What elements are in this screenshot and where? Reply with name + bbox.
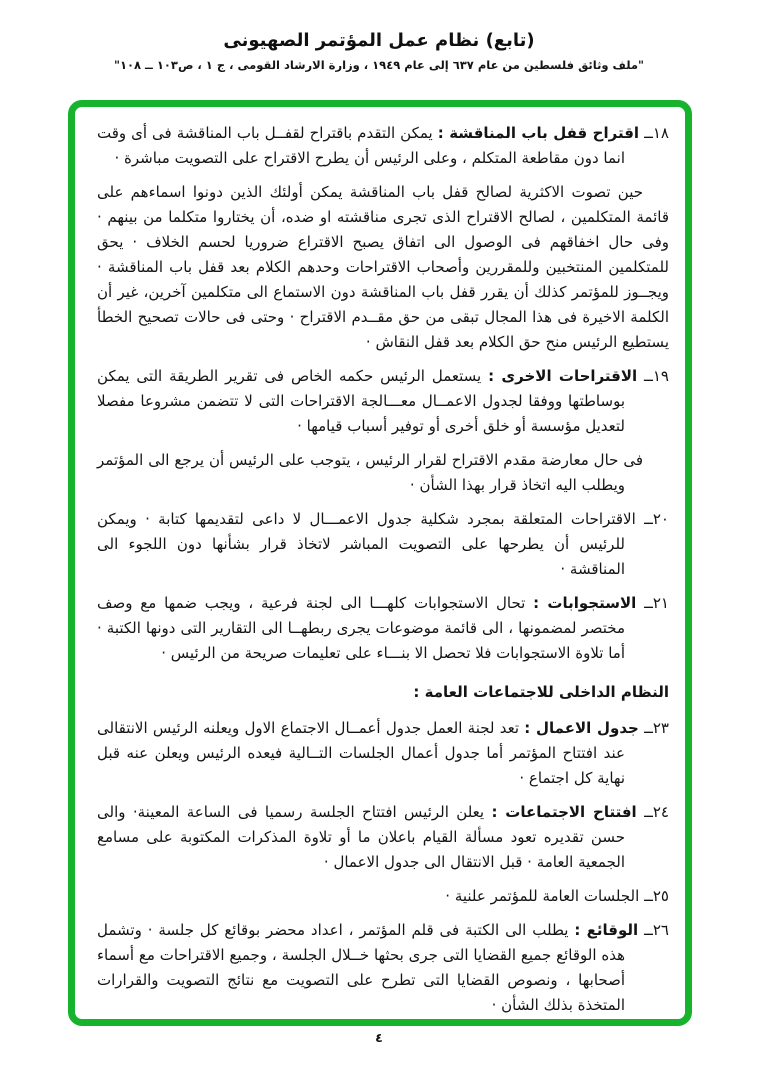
clause-23 [97, 716, 669, 791]
page-number: ٤ [375, 1030, 383, 1045]
clause-number: ٢٠ــ [644, 510, 669, 528]
clause-number: ٢٥ــ [644, 887, 669, 905]
clause-number: ١٩ــ [644, 367, 669, 385]
paragraph-text: حين تصوت الاكثرية لصالح قفل باب المناقشة يمكن أولئك الذين دونوا اسماءهم على قائمة المتكلمين ، لصالح الاقتراح الذى تجرى مناقشته او ضده، أن يختاروا متكلما من بينهم · وفى حال اخفاقهم فى الوصول الى اتفاق يصبح الاقتراع ضروريا لحسم الخلاف · يحق للمتكلمين المنتخبين وللمقررين وأصحاب الاقتراحات وحدهم الكلام بعد قفل باب المناقشة · ويجــوز للمؤتمر كذلك أن يقرر قفل باب المناقشة دون الاستماع الى متكلمين آخرين، غير أن الكلمة الاخيرة فى هذا المجال تبقى من حق مقــدم الاقتراح · وحتى فى حالات تصحيح الخطأ يستطيع الرئيس منح حق الكلام بعد قفل النقاش · [97, 183, 669, 351]
clause-number: ٢٦ــ [644, 921, 669, 939]
clause-18 [97, 121, 669, 171]
green-highlight-frame [68, 100, 692, 1026]
clause-25 [97, 884, 669, 909]
clause-text: يستعمل الرئيس حكمه الخاص فى تقرير الطريقة التى يمكن بوساطتها ووفقا لجدول الاعمــال معـــالجة الاقتراحات التى لا تتضمن مشروعا مفصلا لتعديل مؤسسة أو خلق أخرى أو توفير أسباب قيامها · [97, 367, 625, 435]
clause-term: اقتراح قفل باب المناقشة : [437, 124, 640, 142]
clause-text: يمكن التقدم باقتراح لقفــل باب المناقشة فى أى وقت انما دون مقاطعة المتكلم ، وعلى الرئيس أن يطرح الاقتراح على التصويت مباشرة · [97, 124, 625, 167]
clause-24 [97, 800, 669, 875]
clause-term: جدول الاعمال : [524, 719, 639, 737]
document-body [75, 107, 685, 1018]
paragraph-continuation [97, 180, 669, 355]
clause-text: الجلسات العامة للمؤتمر علنية · [445, 887, 640, 905]
clause-text: تعد لجنة العمل جدول أعمــال الاجتماع الاول ويعلنه الرئيس الانتقالى عند افتتاح المؤتمر أما جدول أعمال الجلسات التــالية فيعده الرئيس ويعلن عنه قبل نهاية كل اجتماع · [97, 719, 625, 787]
section-heading-internal-rules: النظام الداخلى للاجتماعات العامة : [413, 683, 669, 701]
clause-number: ٢٣ــ [644, 719, 669, 737]
paragraph-continuation [97, 448, 669, 498]
clause-number: ١٨ــ [644, 124, 669, 142]
clause-term: الوقائع : [574, 921, 639, 939]
document-source-citation: "ملف وثائق فلسطين من عام ٦٣٧ إلى عام ١٩٤٩ ، وزارة الارشاد القومى ، ج ١ ، ص١٠٣ ــ ١٠٨" [113, 58, 645, 72]
clause-number: ٢١ــ [644, 594, 669, 612]
clause-21 [97, 591, 669, 666]
clause-term: الاقتراحات الاخرى : [488, 367, 638, 385]
clause-term: الاستجوابات : [533, 594, 637, 612]
clause-text: الاقتراحات المتعلقة بمجرد شكلية جدول الاعمـــال لا داعى لتقديمها كتابة · ويمكن للرئيس أن يطرحها على التصويت المباشر لاتخاذ قرار بشأنها دون اللجوء الى المناقشة · [97, 510, 636, 578]
clause-number: ٢٤ــ [644, 803, 669, 821]
clause-text: يطلب الى الكتبة فى قلم المؤتمر ، اعداد محضر بوقائع كل جلسة · وتشمل هذه الوقائع جميع القضايا التى جرى بحثها خــلال الجلسة ، وجميع الاقتراحات مع أسماء أصحابها ، ونصوص القضايا التى تطرح على التصويت مع نتائج التصويت والقرارات المتخذة بذلك الشأن · [97, 921, 625, 1014]
document-header [0, 30, 758, 72]
clause-term: افتتاح الاجتماعات : [491, 803, 637, 821]
paragraph-text: فى حال معارضة مقدم الاقتراح لقرار الرئيس ، يتوجب على الرئيس أن يرجع الى المؤتمر ويطلب اليه اتخاذ قرار بهذا الشأن · [97, 451, 643, 494]
document-title: (تابع) نظام عمل المؤتمر الصهيونى [223, 30, 535, 51]
clause-text: تحال الاستجوابات كلهـــا الى لجنة فرعية ، ويجب ضمها مع وصف مختصر لمضمونها ، الى قائمة موضوعات يجرى ربطهــا الى التقارير التى دونها الكتبة · أما تلاوة الاستجوابات فلا تحصل الا بنـــاء على تعليمات صريحة من الرئيس · [97, 594, 625, 662]
clause-20 [97, 507, 669, 582]
clause-19 [97, 364, 669, 439]
clause-26 [97, 918, 669, 1018]
clause-text: يعلن الرئيس افتتاح الجلسة رسميا فى الساعة المعينة· والى حسن تقديره تعود مسألة القيام باعلان ما أو تلاوة المذكرات المكتوبة على مسامع الجمعية العامة · قبل الانتقال الى جدول الاعمال · [97, 803, 625, 871]
